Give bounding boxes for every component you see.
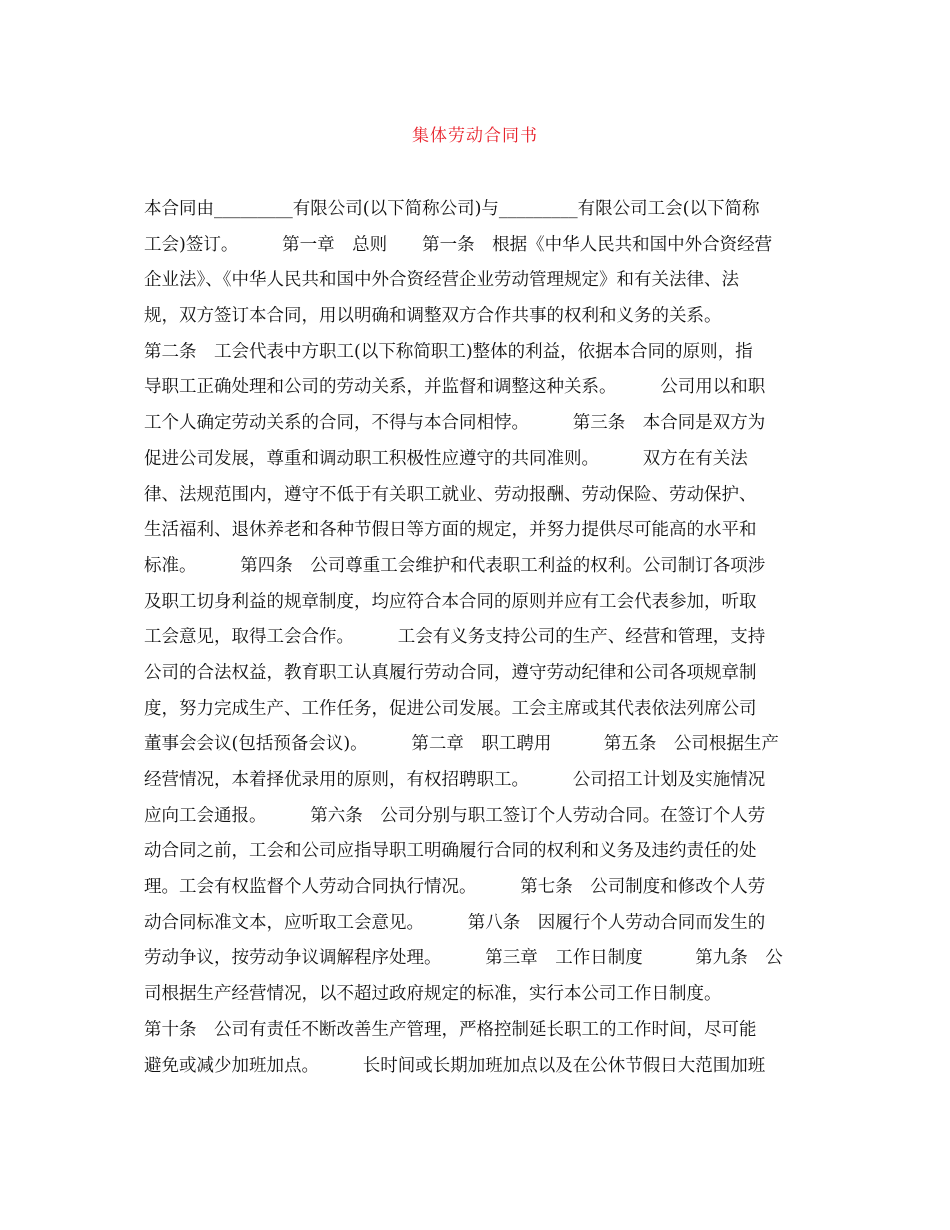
text-line: 劳动争议，按劳动争议调解程序处理。 第三章 工作日制度 第九条 公 [144,948,783,969]
text-line: 第二条 工会代表中方职工(以下称简职工)整体的利益，依据本合同的原则，指 [144,341,753,362]
text-line: 及职工切身利益的规章制度，均应符合本合同的原则并应有工会代表参加，听取 [144,591,757,612]
text-line: 应向工会通报。 第六条 公司分别与职工签订个人劳动合同。在签订个人劳 [144,805,766,826]
text-line: 理。工会有权监督个人劳动合同执行情况。 第七条 公司制度和修改个人劳 [144,877,766,898]
text-line: 动合同之前，工会和公司应指导职工明确履行合同的权利和义务及违约责任的处 [144,841,757,862]
text-line: 工会意见，取得工会合作。 工会有义务支持公司的生产、经营和管理，支持 [144,627,766,648]
document-body [144,192,809,1084]
text-line: 生活福利、退休养老和各种节假日等方面的规定，并努力提供尽可能高的水平和 [144,520,757,541]
text-line: 工会)签订。 第一章 总则 第一条 根据《中华人民共和国中外合资经营 [144,234,773,255]
text-line: 工个人确定劳动关系的合同，不得与本合同相悖。 第三条 本合同是双方为 [144,413,766,434]
text-line: 第十条 公司有责任不断改善生产管理，严格控制延长职工的工作时间，尽可能 [144,1019,757,1040]
text-line: 司根据生产经营情况，以不超过政府规定的标准，实行本公司工作日制度。 [144,984,722,1005]
text-line: 律、法规范围内，遵守不低于有关职工就业、劳动报酬、劳动保险、劳动保护、 [144,484,757,505]
text-line: 经营情况，本着择优录用的原则，有权招聘职工。 公司招工计划及实施情况 [144,770,766,790]
text-line: 动合同标准文本，应听取工会意见。 第八条 因履行个人劳动合同而发生的 [144,912,766,933]
text-line: 规，双方签订本合同，用以明确和调整双方合作共事的权利和义务的关系。 [144,306,722,327]
text-line: 度，努力完成生产、工作任务，促进公司发展。工会主席或其代表依法列席公司 [144,698,757,719]
text-line: 公司的合法权益，教育职工认真履行劳动合同，遵守劳动纪律和公司各项规章制 [144,662,757,683]
text-line: 标准。 第四条 公司尊重工会维护和代表职工利益的权利。公司制订各项涉 [144,555,766,576]
text-line: 本合同由_________有限公司(以下简称公司)与_________有限公司工会(以下简称 [144,199,760,219]
text-line: 董事会会议(包括预备会议)。 第二章 职工聘用 第五条 公司根据生产 [144,734,779,755]
text-line: 导职工正确处理和公司的劳动关系，并监督和调整这种关系。 公司用以和职 [144,377,766,398]
text-line: 避免或减少加班加点。 长时间或长期加班加点以及在公休节假日大范围加班 [144,1055,766,1076]
text-line: 企业法》、《中华人民共和国中外合资经营企业劳动管理规定》和有关法律、法 [144,270,739,291]
text-line: 促进公司发展，尊重和调动职工积极性应遵守的共同准则。 双方在有关法 [144,448,748,469]
document-title: 集体劳动合同书 [412,126,538,146]
